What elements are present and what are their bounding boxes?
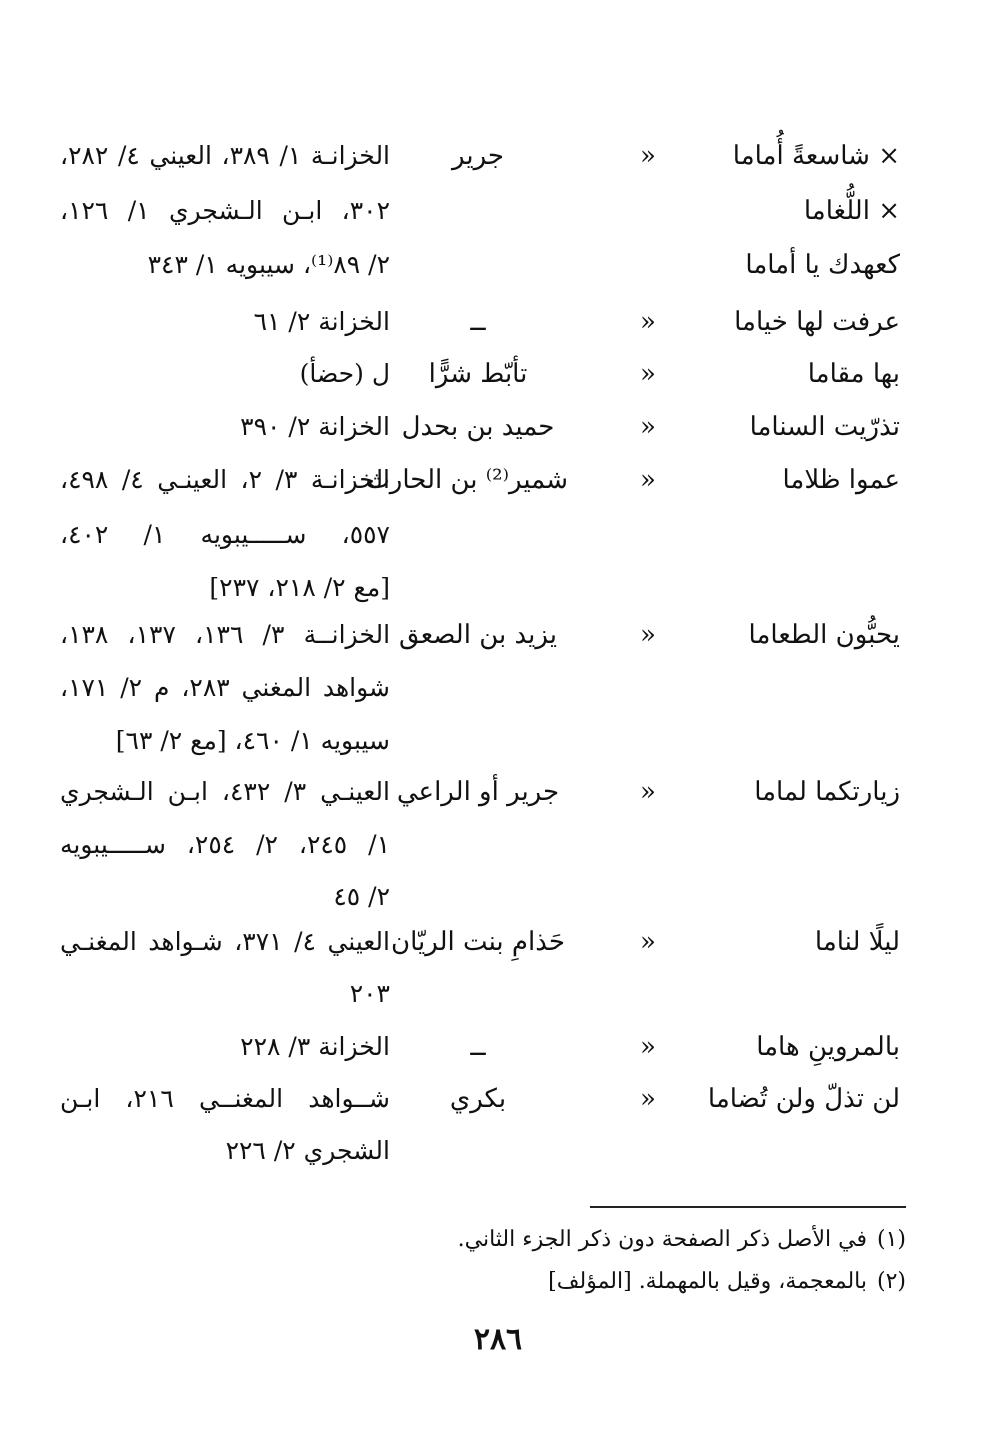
verse-text: تذرّيت السناما [749,412,900,442]
verse-text: لن تذلّ ولن تُضاما [707,1084,900,1114]
poet-name: تأبّط شرًّا [428,359,528,389]
source-reference: العيني ٤/ ٣٧١، شـواهد المغنـي [60,927,390,956]
poet-name: ــ [470,307,486,337]
verse-text: زيارتكما لماما [754,777,900,807]
page-number: ٢٨٦ [473,1322,523,1357]
ditto-mark: « [640,1032,656,1062]
ditto-mark: « [640,141,656,171]
source-reference: الخزانـة ١/ ٣٨٩، العيني ٤/ ٢٨٢، [60,141,391,170]
poet-name: حَذامِ بنت الريّان [391,927,565,957]
source-reference: الشجري ٢/ ٢٢٦ [225,1136,390,1165]
source-reference: ل (حضأ) [299,359,390,388]
footnote-1 [458,1220,906,1260]
ditto-mark: « [640,465,656,495]
ditto-mark: « [640,412,656,442]
verse-text: × اللُّغاما [803,196,900,226]
source-reference: شواهد المغني ٢٨٣، م ٢/ ١٧١، [60,673,390,702]
source-reference: الخزانة ٢/ ٣٩٠ [240,412,390,441]
ditto-mark: « [640,307,656,337]
source-reference: ١/ ٢٤٥، ٢/ ٢٥٤، ســـــيبويه [60,830,390,859]
source-reference: الخزانــة ٣/ ١٣٦، ١٣٧، ١٣٨، [60,620,391,649]
footnote-number: (١) [876,1227,906,1252]
footnote-number: (٢) [876,1269,906,1294]
source-reference: الخزانـة ٣/ ٢، العينـي ٤/ ٤٩٨، [60,465,391,494]
source-reference: ٥٥٧، ســـــيبويه ١/ ٤٠٢، [60,520,390,549]
footnote-text: في الأصل ذكر الصفحة دون ذكر الجزء الثاني. [457,1227,867,1252]
poet-name: ــ [470,1032,486,1062]
poet-name: يزيد بن الصعق [399,620,557,650]
ditto-mark: « [640,1084,656,1114]
poet-name: بكري [449,1084,507,1114]
source-reference: سيبويه ١/ ٤٦٠، [مع ٢/ ٦٣] [115,726,390,755]
source-reference: العينـي ٣/ ٤٣٢، ابـن الـشجري [60,777,390,806]
source-reference: الخزانة ٣/ ٢٢٨ [240,1032,390,1061]
verse-text: بها مقاما [807,359,900,389]
verse-text: بالمروينِ هاما [756,1032,900,1062]
verse-text: عرفت لها خياما [734,307,900,337]
source-reference: ٢/ ٨٩⁽¹⁾، سيبويه ١/ ٣٤٣ [147,250,390,279]
poet-name: جرير [452,141,504,171]
ditto-mark: « [640,620,656,650]
ditto-mark: « [640,927,656,957]
verse-text: ليلًا لناما [814,927,900,957]
poet-name: جرير أو الراعي [396,777,560,807]
ditto-mark: « [640,777,656,807]
source-reference: ٢/ ٤٥ [333,882,390,911]
footnote-2 [548,1262,906,1302]
ditto-mark: « [640,359,656,389]
source-reference: [مع ٢/ ٢١٨، ٢٣٧] [209,573,390,602]
footnote-separator [590,1206,906,1208]
footnote-text: بالمعجمة، وقيل بالمهملة. [المؤلف] [548,1269,867,1294]
poet-name: حميد بن بحدل [401,412,555,442]
verse-text: كعهدك يا أماما [745,250,900,280]
poet-name: شمير⁽²⁾ بن الحارث [365,465,568,495]
verse-text: يحبُّون الطعاما [748,620,900,650]
verse-text: عموا ظلاما [782,465,900,495]
source-reference: شــواهد المغنــي ٢١٦، ابـن [60,1084,390,1113]
source-reference: الخزانة ٢/ ٦١ [253,307,390,336]
source-reference: ٢٠٣ [349,979,390,1008]
source-reference: ٣٠٢، ابـن الـشجري ١/ ١٢٦، [60,196,391,225]
verse-text: × شاسعةً أُماما [732,141,900,171]
